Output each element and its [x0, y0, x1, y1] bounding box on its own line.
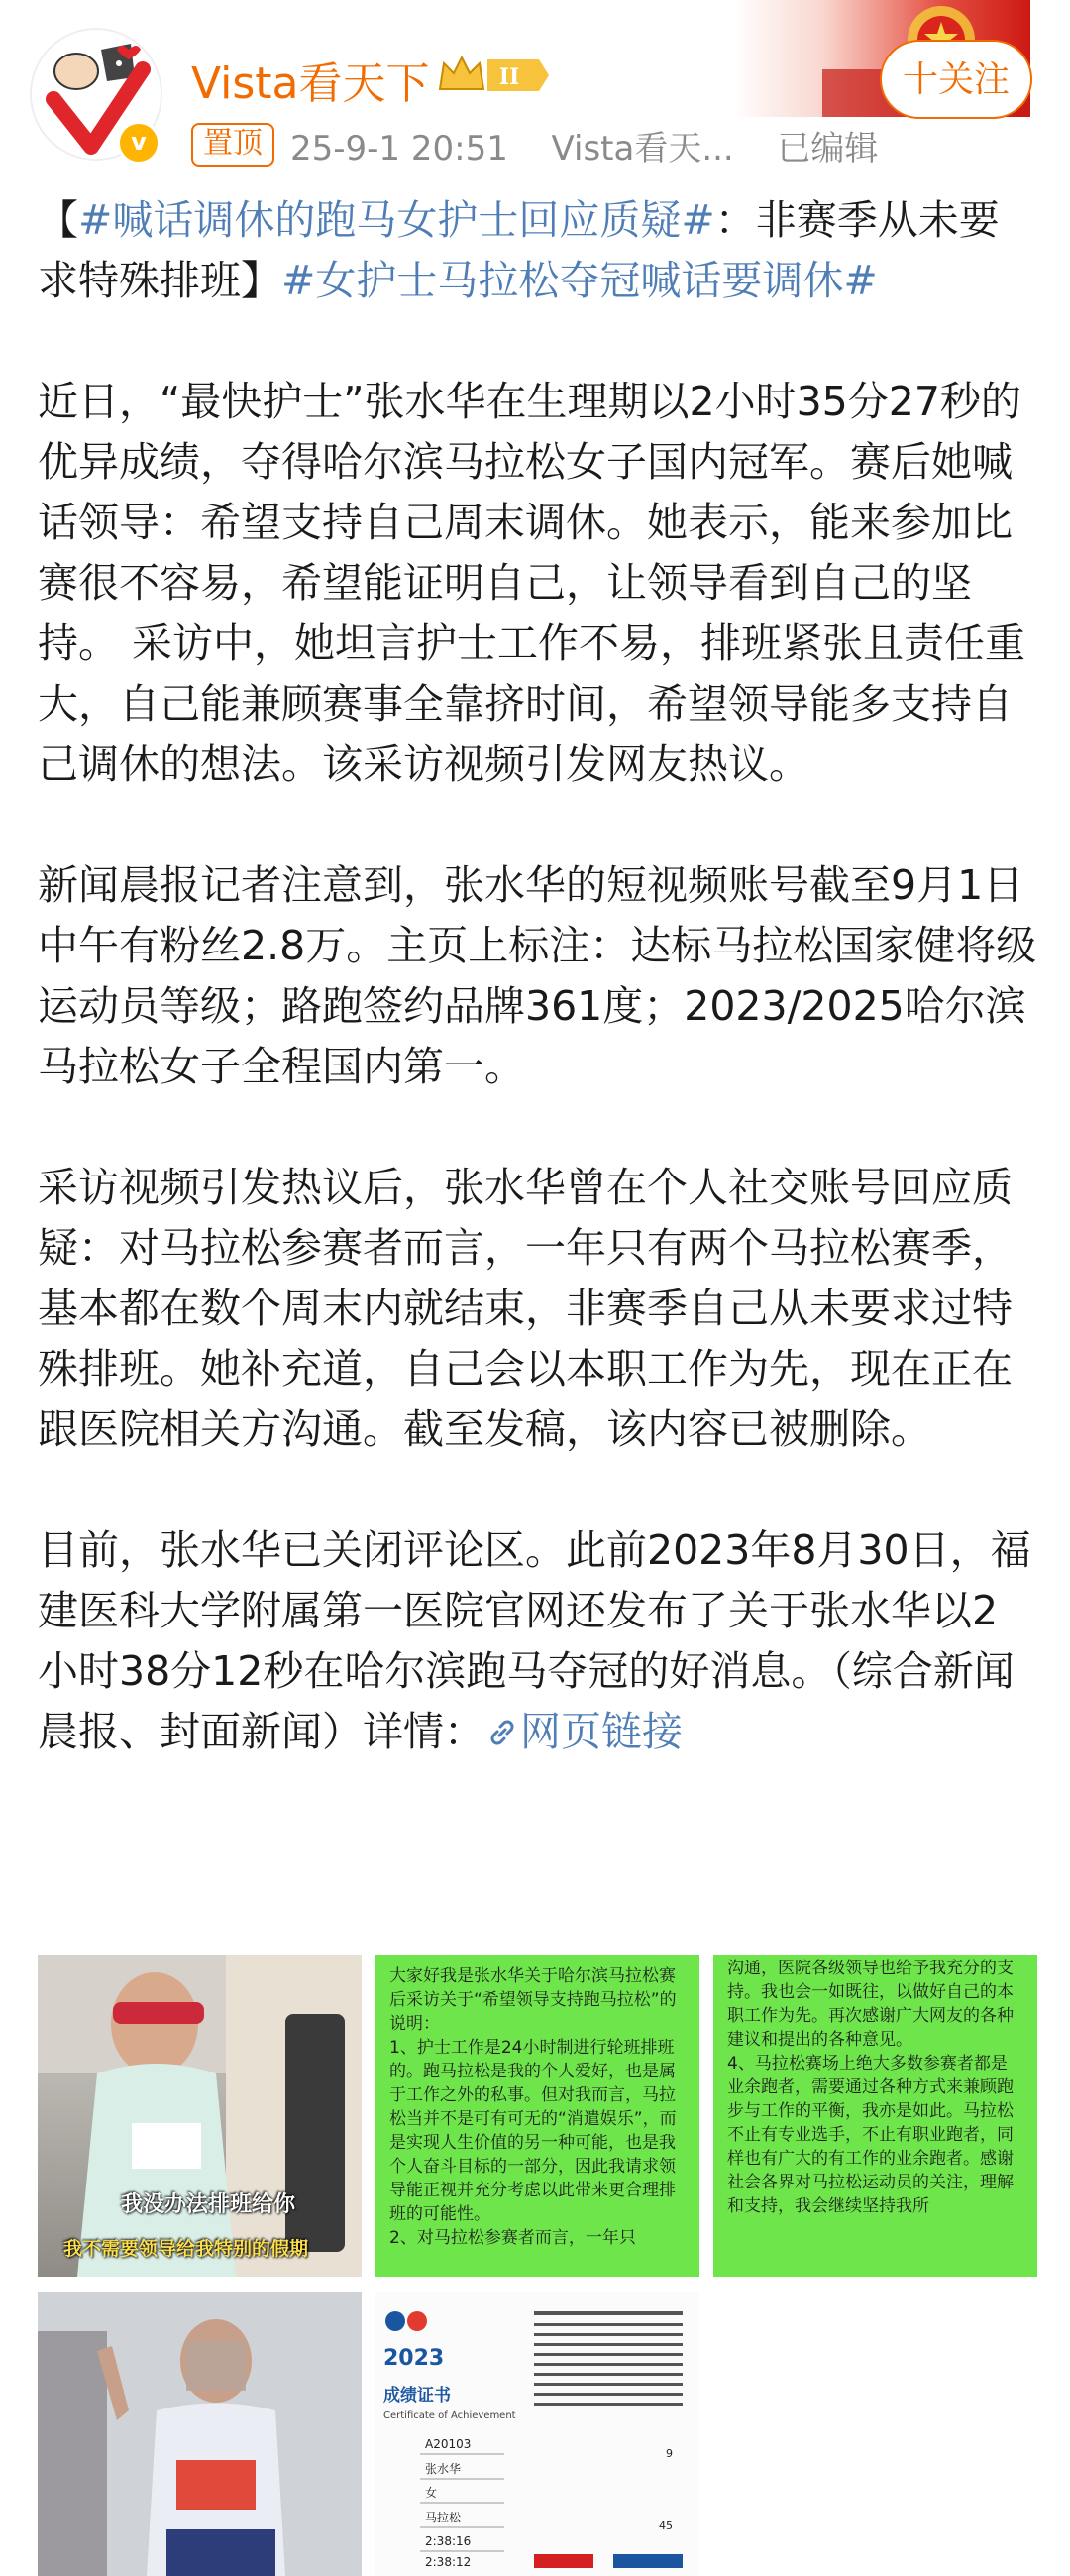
edited-label[interactable]: 已编辑	[777, 129, 879, 168]
runner-photo	[38, 1955, 362, 2277]
cert-name: 张水华	[425, 2462, 462, 2476]
member-crown-icon	[436, 52, 551, 99]
pinned-tag: 置顶	[191, 123, 274, 167]
image-grid	[38, 1955, 1038, 2576]
cert-bib: A20103	[425, 2437, 472, 2451]
image-thumb-3[interactable]	[713, 1955, 1037, 2277]
link-icon	[484, 1715, 520, 1750]
timestamp: 25-9-1 20:51	[290, 129, 508, 168]
cert-gender: 女	[425, 2486, 438, 2500]
hashtag-link[interactable]: #喊话调休的跑马女护士回应质疑#	[78, 196, 715, 244]
certificate	[375, 2292, 699, 2576]
image-thumb-1[interactable]	[38, 1955, 362, 2277]
follow-button[interactable]: 十关注	[880, 40, 1032, 119]
cert-overall-place: 45	[659, 2520, 673, 2532]
image-thumb-5[interactable]	[375, 2292, 699, 2576]
post-meta	[290, 121, 878, 169]
paragraph-1: 近日，“最快护士”张水华在生理期以2小时35分27秒的优异成绩，夺得哈尔滨马拉松女子国内冠军。赛后她喊话领导：希望支持自己周末调休。她表示，能来参加比赛很不容易，希望能证明自己，让领导看到自己的坚持。 采访中，她坦言护士工作不易，排班紧张且责任重大，自己能兼顾赛事全靠挤时间，希望领导能多支持自己调休的想法。该采访视频引发网友热议。	[38, 378, 1026, 788]
post-header	[0, 0, 1070, 173]
web-link-label: 网页链接	[520, 1708, 683, 1755]
cert-gender-place: 9	[666, 2447, 673, 2460]
cert-net-time: 2:38:12	[425, 2555, 472, 2569]
cert-event: 马拉松	[425, 2511, 462, 2524]
note-text-2: 沟通，医院各级领导也给予我充分的支持。我也会一如既往，以做好自己的本职工作为先。再次感谢广大网友的各种建议和提出的各种意见。 4、马拉松赛场上绝大多数参赛者都是业余跑者，需要通过各种方式来兼顾跑步与工作的平衡，我亦是如此。马拉松不止有专业选手，不止有职业跑者，同样也有广大的有工作的业余跑者。感谢社会各界对马拉松运动员的关注，理解和支持，我会继续坚持我所	[727, 1959, 1014, 2216]
hashtag-link[interactable]: #女护士马拉松夺冠喊话要调休#	[281, 257, 878, 304]
cert-gun-time: 2:38:16	[425, 2534, 472, 2548]
image-thumb-4[interactable]	[38, 2292, 362, 2576]
runner-photo-2	[38, 2292, 362, 2576]
subtitle-2: 我不需要领导给我特别的假期	[63, 2238, 309, 2260]
title-bracket: 【	[38, 196, 78, 244]
cert-title: 成绩证书	[383, 2386, 451, 2406]
paragraph-4: 目前，张水华已关闭评论区。此前2023年8月30日，福建医科大学附属第一医院官网还发布了关于张水华以2小时38分12秒在哈尔滨跑马夺冠的好消息。（综合新闻晨报、封面新闻）详情：	[38, 1526, 1031, 1755]
post-body	[38, 190, 1038, 1762]
note-text-1: 大家好我是张水华关于哈尔滨马拉松赛后采访关于“希望领导支持跑马拉松”的说明： 1、护士工作是24小时制进行轮班排班的。跑马拉松是我的个人爱好，也是属于工作之外的私事。但对我而言，马拉松当并不是可有可无的“消遣娱乐”，而是实现人生价值的另一种可能，也是我个人奋斗目标的一部分，因此我请求领导能正视并充分考虑以此带来更合理排班的可能性。 2、对马拉松参赛者而言，一年只	[389, 1966, 677, 2248]
cert-year: 2023	[383, 2346, 445, 2371]
cert-subtitle: Certificate of Achievement	[383, 2410, 516, 2421]
web-link[interactable]	[484, 1708, 683, 1755]
verified-badge-icon: v	[117, 121, 160, 165]
paragraph-2: 新闻晨报记者注意到，张水华的短视频账号截至9月1日中午有粉丝2.8万。主页上标注：达标马拉松国家健将级运动员等级；路跑签约品牌361度；2023/2025哈尔滨马拉松女子全程国内第一。	[38, 861, 1037, 1090]
level-badge: II	[498, 64, 520, 90]
subtitle-1: 我没办法排班给你	[121, 2192, 296, 2217]
image-thumb-2[interactable]	[375, 1955, 699, 2277]
title-text: ：非赛季从未要求特殊排班】	[38, 196, 1000, 304]
paragraph-3: 采访视频引发热议后，张水华曾在个人社交账号回应质疑：对马拉松参赛者而言，一年只有两个马拉松赛季，基本都在数个周末内就结束，非赛季自己从未要求过特殊排班。她补充道，自己会以本职工作为先，现在正在跟医院相关方沟通。截至发稿，该内容已被删除。	[38, 1164, 1013, 1453]
author-name[interactable]: Vista看天下	[191, 58, 430, 109]
post-source[interactable]: Vista看天...	[551, 129, 734, 168]
